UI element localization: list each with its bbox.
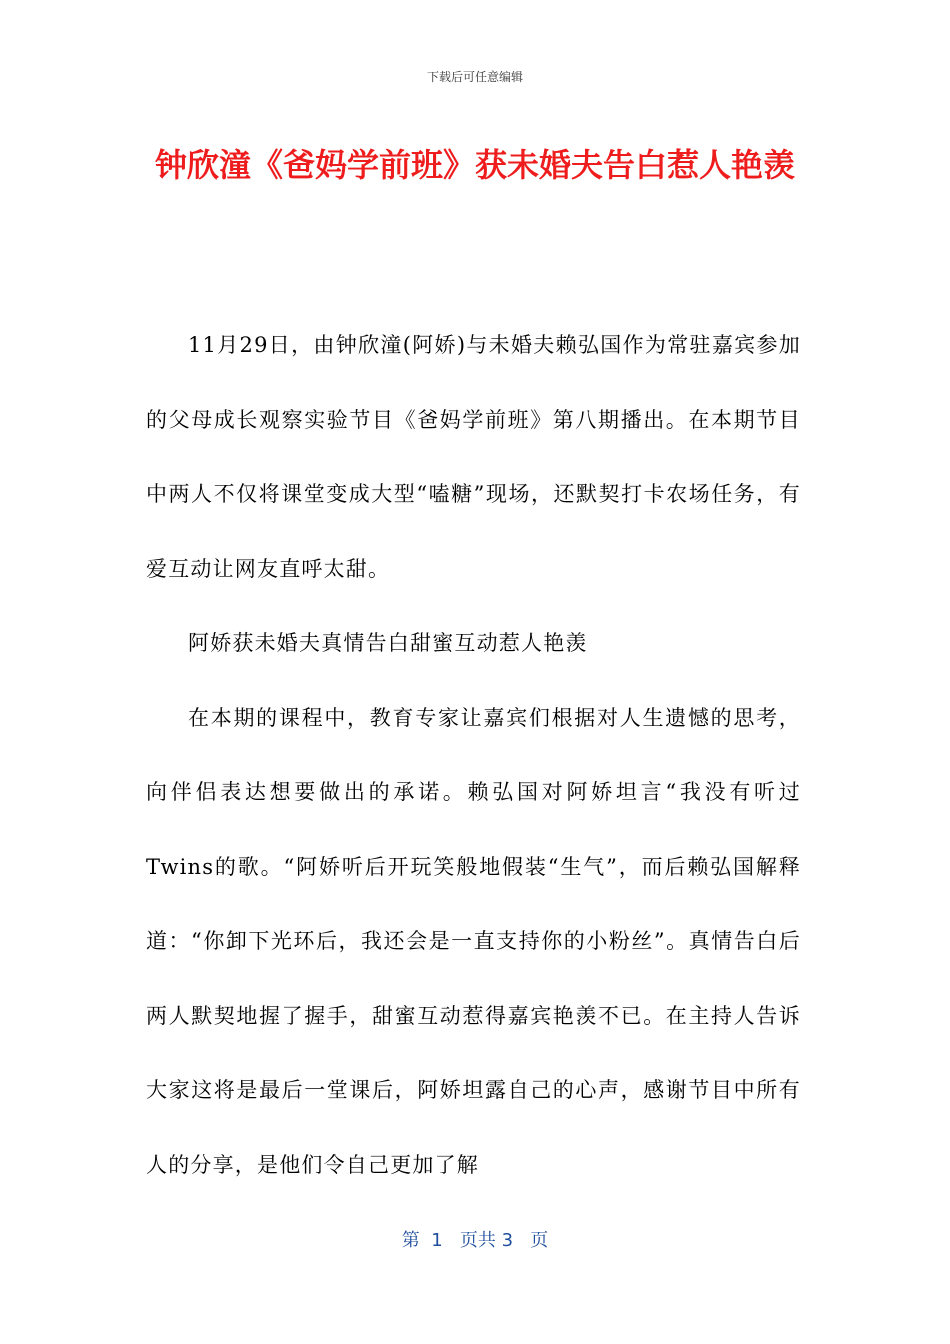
- paragraph-intro: 11月29日，由钟欣潼(阿娇)与未婚夫赖弘国作为常驻嘉宾参加的父母成长观察实验节目《爸妈学前班》第八期播出。在本期节目中两人不仅将课堂变成大型“嗑糖”现场，还默契打卡农场任务，有爱互动让网友直呼太甜。: [146, 333, 801, 581]
- header-note: 下载后可任意编辑: [426, 70, 523, 84]
- paragraph-subheading: 阿娇获未婚夫真情告白甜蜜互动惹人艳羡: [188, 631, 588, 655]
- article-title: 钟欣潼《爸妈学前班》获未婚夫告白惹人艳羡: [154, 146, 795, 184]
- paragraph-course: 在本期的课程中，教育专家让嘉宾们根据对人生遗憾的思考，向伴侣表达想要做出的承诺。赖弘国对阿娇坦言“我没有听过Twins的歌。“阿娇听后开玩笑般地假装“生气”，而后赖弘国解释道：“你卸下光环后，我还会是一直支持你的小粉丝”。真情告白后两人默契地握了握手，甜蜜互动惹得嘉宾艳羡不已。在主持人告诉大家这将是最后一堂课后，阿娇坦露自己的心声，感谢节目中所有人的分享，是他们令自己更加了解: [146, 705, 801, 1177]
- page-number: 第 1 页共 3 页: [401, 1230, 549, 1251]
- article-body: [146, 308, 801, 1202]
